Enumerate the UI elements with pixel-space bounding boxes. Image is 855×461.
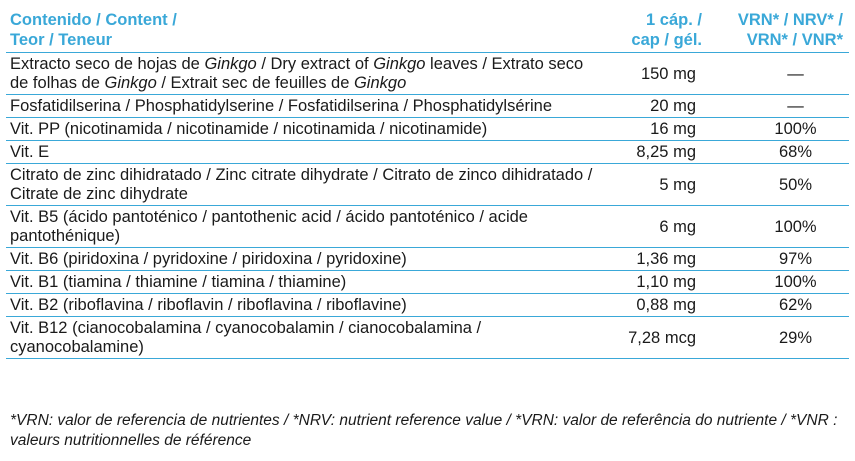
table-header-row: [6, 6, 849, 53]
header-dose-line2: cap / gél.: [631, 31, 702, 49]
ingredient-vrn: 100%: [706, 118, 849, 141]
ingredient-vrn: 29%: [706, 317, 849, 359]
ingredient-dose: 1,36 mg: [606, 248, 706, 271]
ingredient-name: Vit. B5 (ácido pantoténico / pantothenic acid / ácido pantoténico / acide pantothénique): [6, 206, 606, 248]
table-row: [6, 271, 849, 294]
ingredient-vrn: 97%: [706, 248, 849, 271]
ingredient-name: Vit. B6 (piridoxina / pyridoxine / piridoxina / pyridoxine): [6, 248, 606, 271]
table-row: [6, 164, 849, 206]
ingredient-name: Vit. B2 (riboflavina / riboflavin / riboflavina / riboflavine): [6, 294, 606, 317]
ingredient-dose: 7,28 mcg: [606, 317, 706, 359]
ingredient-name: Extracto seco de hojas de Ginkgo / Dry extract of Ginkgo leaves / Extrato seco de folhas de Ginkgo / Extrait sec de feuilles de Ginkgo: [6, 53, 606, 95]
ingredient-vrn: 62%: [706, 294, 849, 317]
ingredient-vrn: 100%: [706, 271, 849, 294]
header-content: [6, 6, 606, 53]
ingredient-name: Vit. B1 (tiamina / thiamine / tiamina / thiamine): [6, 271, 606, 294]
table-row: [6, 294, 849, 317]
table-row: [6, 118, 849, 141]
ingredient-vrn: 50%: [706, 164, 849, 206]
table-row: [6, 206, 849, 248]
header-vrn: [706, 6, 849, 53]
ingredient-vrn: —: [706, 53, 849, 95]
ingredient-dose: 20 mg: [606, 95, 706, 118]
ingredient-dose: 1,10 mg: [606, 271, 706, 294]
ingredient-dose: 150 mg: [606, 53, 706, 95]
ingredient-name: Vit. B12 (cianocobalamina / cyanocobalamin / cianocobalamina / cyanocobalamine): [6, 317, 606, 359]
ingredient-vrn: 68%: [706, 141, 849, 164]
header-dose-line1: 1 cáp. /: [646, 11, 702, 29]
ingredient-dose: 6 mg: [606, 206, 706, 248]
ingredient-name: Vit. PP (nicotinamida / nicotinamide / nicotinamida / nicotinamide): [6, 118, 606, 141]
ingredient-vrn: —: [706, 95, 849, 118]
reference-footnote: *VRN: valor de referencia de nutrientes / *NRV: nutrient reference value / *VRN: valor de referência do nutriente / *VNR : valeurs nutritionnelles de référence: [10, 412, 838, 449]
ingredient-dose: 8,25 mg: [606, 141, 706, 164]
header-dose: [606, 6, 706, 53]
ingredient-dose: 0,88 mg: [606, 294, 706, 317]
ingredient-dose: 5 mg: [606, 164, 706, 206]
ingredient-name: Vit. E: [6, 141, 606, 164]
header-vrn-line2: VRN* / VNR*: [746, 31, 843, 49]
table-row: [6, 141, 849, 164]
table-row: [6, 248, 849, 271]
table-row: [6, 95, 849, 118]
ingredient-dose: 16 mg: [606, 118, 706, 141]
header-vrn-line1: VRN* / NRV* /: [737, 11, 843, 29]
ingredient-name: Fosfatidilserina / Phosphatidylserine / Fosfatidilserina / Phosphatidylsérine: [6, 95, 606, 118]
ingredient-name: Citrato de zinc dihidratado / Zinc citrate dihydrate / Citrato de zinco dihidratado / Citrate de zinc dihydrate: [6, 164, 606, 206]
nutrition-table: [6, 6, 849, 359]
table-row: [6, 317, 849, 359]
header-content-line1: Contenido / Content /: [10, 11, 177, 29]
ingredient-vrn: 100%: [706, 206, 849, 248]
table-row: [6, 53, 849, 95]
header-content-line2: Teor / Teneur: [10, 31, 113, 49]
